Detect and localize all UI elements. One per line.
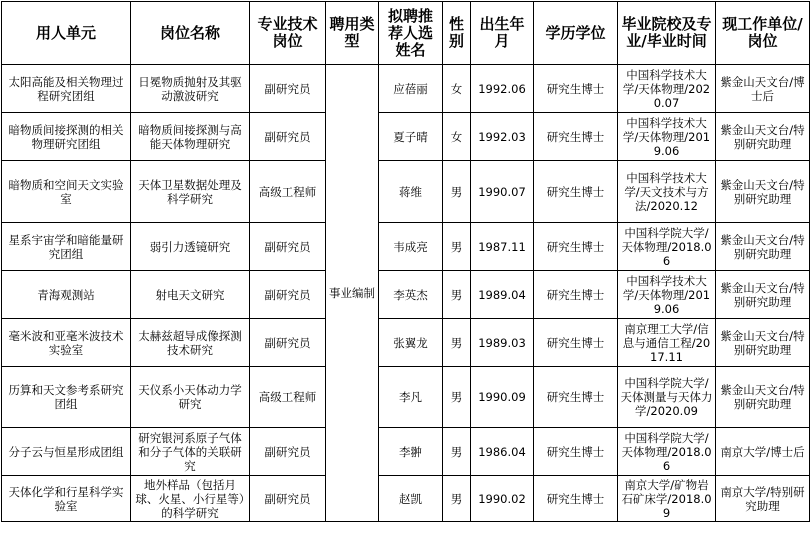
header-current: 现工作单位/岗位 bbox=[716, 2, 810, 65]
cell-school: 中国科学院大学/天体物理/2018.06 bbox=[618, 428, 716, 476]
cell-school: 中国科学技术大学/天文技术与方法/2020.12 bbox=[618, 161, 716, 223]
cell-degree: 研究生博士 bbox=[534, 65, 618, 113]
header-school: 毕业院校及专业/毕业时间 bbox=[618, 2, 716, 65]
cell-birth: 1990.07 bbox=[471, 161, 534, 223]
cell-school: 中国科学技术大学/天体物理/2020.07 bbox=[618, 65, 716, 113]
cell-gender: 男 bbox=[443, 428, 471, 476]
cell-birth: 1986.04 bbox=[471, 428, 534, 476]
cell-current: 紫金山天文台/特别研究助理 bbox=[716, 113, 810, 161]
cell-unit: 天体化学和行星科学实验室 bbox=[2, 476, 131, 522]
cell-unit: 太阳高能及相关物理过程研究团组 bbox=[2, 65, 131, 113]
cell-birth: 1992.06 bbox=[471, 65, 534, 113]
cell-hire-type: 事业编制 bbox=[326, 65, 379, 522]
cell-title: 副研究员 bbox=[250, 65, 326, 113]
table-row bbox=[2, 161, 810, 223]
table-row bbox=[2, 319, 810, 367]
cell-name: 赵凯 bbox=[379, 476, 443, 522]
header-hire-type: 聘用类型 bbox=[326, 2, 379, 65]
cell-title: 副研究员 bbox=[250, 476, 326, 522]
cell-unit: 青海观测站 bbox=[2, 271, 131, 319]
cell-title: 副研究员 bbox=[250, 223, 326, 271]
cell-position: 暗物质间接探测与高能天体物理研究 bbox=[131, 113, 250, 161]
header-birth: 出生年月 bbox=[471, 2, 534, 65]
cell-degree: 研究生博士 bbox=[534, 113, 618, 161]
cell-current: 紫金山天文台/特别研究助理 bbox=[716, 161, 810, 223]
cell-birth: 1989.04 bbox=[471, 271, 534, 319]
cell-current: 紫金山天文台/特别研究助理 bbox=[716, 319, 810, 367]
cell-title: 副研究员 bbox=[250, 113, 326, 161]
cell-birth: 1992.03 bbox=[471, 113, 534, 161]
cell-position: 射电天文研究 bbox=[131, 271, 250, 319]
cell-position: 太赫兹超导成像探测技术研究 bbox=[131, 319, 250, 367]
header-degree: 学历学位 bbox=[534, 2, 618, 65]
cell-gender: 男 bbox=[443, 367, 471, 428]
cell-position: 天仪系小天体动力学研究 bbox=[131, 367, 250, 428]
header-position: 岗位名称 bbox=[131, 2, 250, 65]
cell-birth: 1987.11 bbox=[471, 223, 534, 271]
table-row bbox=[2, 428, 810, 476]
cell-school: 中国科学院大学/天体物理/2018.06 bbox=[618, 223, 716, 271]
table-row bbox=[2, 65, 810, 113]
cell-unit: 历算和天文参考系研究团组 bbox=[2, 367, 131, 428]
cell-birth: 1989.03 bbox=[471, 319, 534, 367]
cell-name: 应蓓丽 bbox=[379, 65, 443, 113]
cell-gender: 男 bbox=[443, 223, 471, 271]
table-row bbox=[2, 476, 810, 522]
cell-gender: 女 bbox=[443, 65, 471, 113]
cell-gender: 男 bbox=[443, 319, 471, 367]
cell-name: 李英杰 bbox=[379, 271, 443, 319]
header-name: 拟聘推荐人选姓名 bbox=[379, 2, 443, 65]
cell-school: 南京大学/矿物岩石矿床学/2018.09 bbox=[618, 476, 716, 522]
cell-school: 中国科学院大学/天体测量与天体力学/2020.09 bbox=[618, 367, 716, 428]
recommendation-table bbox=[1, 1, 810, 522]
cell-school: 中国科学技术大学/天体物理/2019.06 bbox=[618, 113, 716, 161]
cell-degree: 研究生博士 bbox=[534, 223, 618, 271]
cell-name: 夏子晴 bbox=[379, 113, 443, 161]
cell-degree: 研究生博士 bbox=[534, 271, 618, 319]
cell-title: 高级工程师 bbox=[250, 367, 326, 428]
cell-current: 紫金山天文台/特别研究助理 bbox=[716, 223, 810, 271]
cell-name: 李凡 bbox=[379, 367, 443, 428]
table-row bbox=[2, 367, 810, 428]
cell-current: 紫金山天文台/特别研究助理 bbox=[716, 367, 810, 428]
cell-birth: 1990.02 bbox=[471, 476, 534, 522]
cell-degree: 研究生博士 bbox=[534, 476, 618, 522]
cell-position: 研究银河系原子气体和分子气体的关联研究 bbox=[131, 428, 250, 476]
cell-current: 紫金山天文台/特别研究助理 bbox=[716, 271, 810, 319]
cell-name: 张翼龙 bbox=[379, 319, 443, 367]
cell-unit: 星系宇宙学和暗能量研究团组 bbox=[2, 223, 131, 271]
header-title: 专业技术岗位 bbox=[250, 2, 326, 65]
cell-position: 地外样品（包括月球、火星、小行星等）的科学研究 bbox=[131, 476, 250, 522]
cell-degree: 研究生博士 bbox=[534, 428, 618, 476]
cell-school: 中国科学技术大学/天体物理/2019.06 bbox=[618, 271, 716, 319]
header-row bbox=[2, 2, 810, 65]
cell-degree: 研究生博士 bbox=[534, 161, 618, 223]
cell-current: 南京大学/特别研究助理 bbox=[716, 476, 810, 522]
cell-position: 日冕物质抛射及其驱动激波研究 bbox=[131, 65, 250, 113]
cell-gender: 男 bbox=[443, 161, 471, 223]
cell-unit: 毫米波和亚毫米波技术实验室 bbox=[2, 319, 131, 367]
cell-current: 南京大学/博士后 bbox=[716, 428, 810, 476]
cell-name: 蒋维 bbox=[379, 161, 443, 223]
header-unit: 用人单元 bbox=[2, 2, 131, 65]
cell-unit: 暗物质间接探测的相关物理研究团组 bbox=[2, 113, 131, 161]
cell-title: 副研究员 bbox=[250, 271, 326, 319]
header-gender: 性别 bbox=[443, 2, 471, 65]
cell-unit: 暗物质和空间天文实验室 bbox=[2, 161, 131, 223]
table-row bbox=[2, 271, 810, 319]
cell-gender: 女 bbox=[443, 113, 471, 161]
cell-unit: 分子云与恒星形成团组 bbox=[2, 428, 131, 476]
cell-title: 高级工程师 bbox=[250, 161, 326, 223]
table-row bbox=[2, 113, 810, 161]
table-row bbox=[2, 223, 810, 271]
cell-gender: 男 bbox=[443, 271, 471, 319]
cell-current: 紫金山天文台/博士后 bbox=[716, 65, 810, 113]
cell-title: 副研究员 bbox=[250, 319, 326, 367]
cell-position: 天体卫星数据处理及科学研究 bbox=[131, 161, 250, 223]
cell-school: 南京理工大学/信息与通信工程/2017.11 bbox=[618, 319, 716, 367]
cell-birth: 1990.09 bbox=[471, 367, 534, 428]
cell-degree: 研究生博士 bbox=[534, 367, 618, 428]
cell-gender: 男 bbox=[443, 476, 471, 522]
cell-degree: 研究生博士 bbox=[534, 319, 618, 367]
cell-title: 副研究员 bbox=[250, 428, 326, 476]
cell-position: 弱引力透镜研究 bbox=[131, 223, 250, 271]
cell-name: 韦成亮 bbox=[379, 223, 443, 271]
cell-name: 李翀 bbox=[379, 428, 443, 476]
